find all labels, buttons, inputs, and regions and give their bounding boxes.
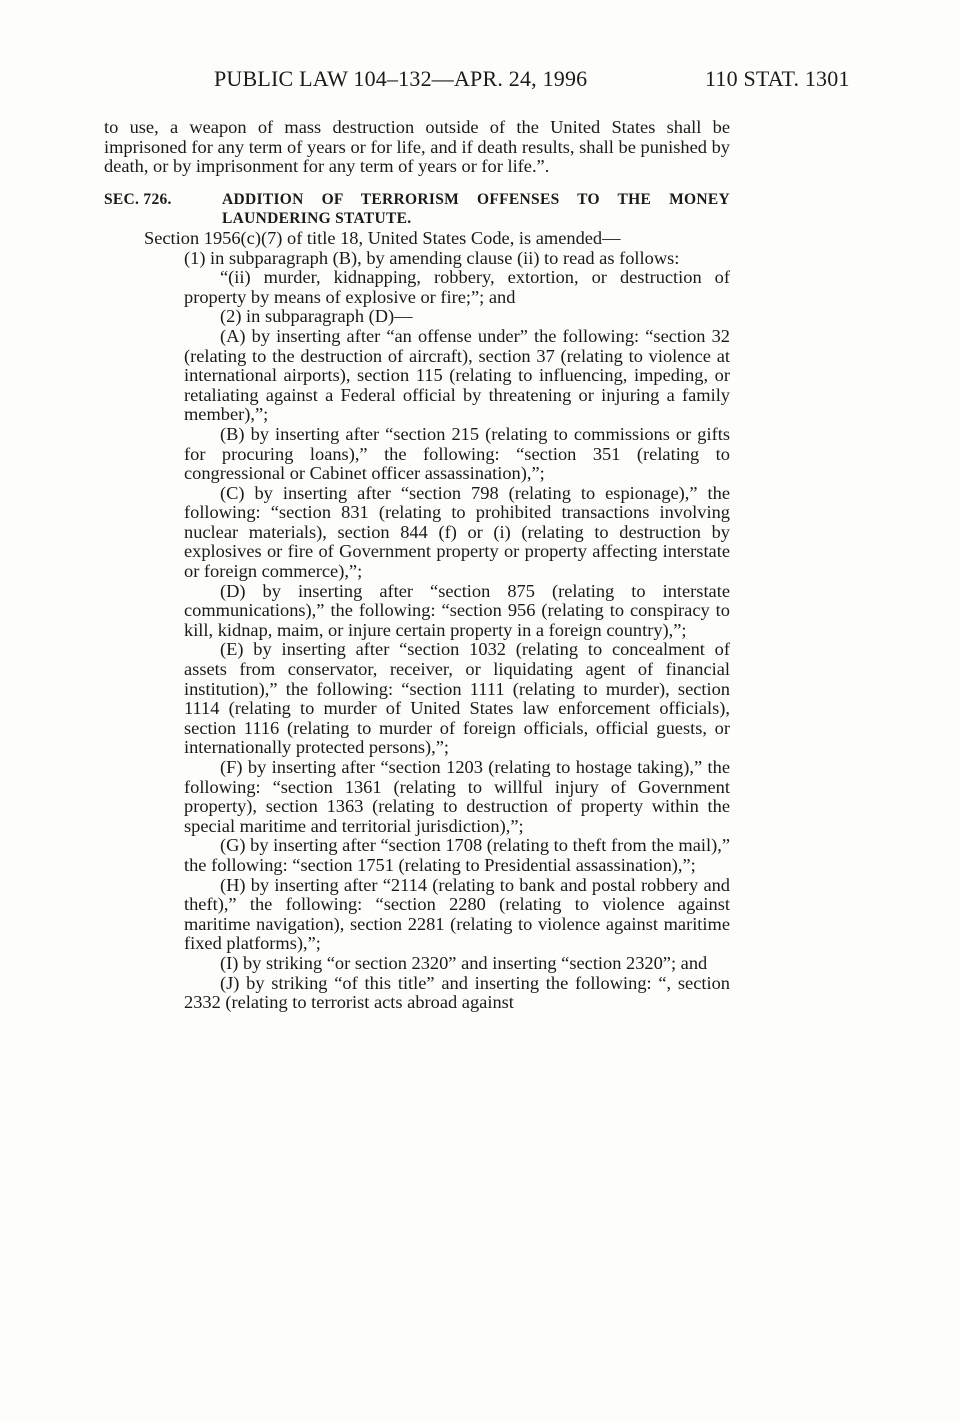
subparagraph-c: (C) by inserting after “section 798 (relating to espionage),” the following: “section 831 (relating to prohibited transactions involving nuclear materials), section 844 (f) or (i) (relating to destruction by explosives or fire of Government property or property affecting interstate or foreign commerce),”; <box>184 482 730 582</box>
subparagraph-f: (F) by inserting after “section 1203 (relating to hostage taking),” the following: “section 1361 (relating to willful injury of Government property), section 1363 (relating to destruction of property within the special maritime and territorial jurisdiction),”; <box>184 757 730 836</box>
subparagraph-i: (I) by striking “or section 2320” and inserting “section 2320”; and <box>220 952 708 973</box>
subparagraph-d: (D) by inserting after “section 875 (relating to interstate communications),” the following: “section 956 (relating to conspiracy to kill, kidnap, maim, or injure certain property in a foreign country),”; <box>184 580 730 640</box>
continuation-paragraph: to use, a weapon of mass destruction outside of the United States shall be imprisoned for any term of years or for life, and if death results, shall be punished by death, or by imprisonment for any term of years or for life.”. <box>104 117 730 177</box>
subparagraph-a: (A) by inserting after “an offense under” the following: “section 32 (relating to the destruction of aircraft), section 37 (relating to violence at international airports), section 115 (relating to influencing, impeding, or retaliating against a Federal official by threatening or injuring a family member),”; <box>184 325 730 425</box>
subparagraph-b: (B) by inserting after “section 215 (relating to commissions or gifts for procuring loans),” the following: “section 351 (relating to congressional or Cabinet officer assassination),”; <box>184 423 730 484</box>
subparagraph-g: (G) by inserting after “section 1708 (relating to theft from the mail),” the following: “section 1751 (relating to Presidential assassination),”; <box>184 835 730 875</box>
subparagraph-j: (J) by striking “of this title” and inserting the following: “, section 2332 (relating to terrorist acts abroad against <box>184 972 730 1013</box>
statute-page-number: 110 STAT. 1301 <box>705 66 850 91</box>
subparagraph-h: (H) by inserting after “2114 (relating to bank and postal robbery and theft),” the following: “section 2280 (relating to violence against maritime navigation), section 2281 (relating to violence against maritime fixed platforms),”; <box>184 874 730 954</box>
section-intro: Section 1956(c)(7) of title 18, United States Code, is amended— <box>144 227 621 248</box>
public-law-title: PUBLIC LAW 104–132—APR. 24, 1996 <box>214 66 588 91</box>
section-title: ADDITION OF TERRORISM OFFENSES TO THE MONEY LAUNDERING STATUTE. <box>222 190 730 228</box>
paragraph-1: (1) in subparagraph (B), by amending clause (ii) to read as follows: <box>184 247 680 268</box>
section-heading <box>104 190 730 229</box>
document-body <box>104 118 730 1013</box>
paragraph-2: (2) in subparagraph (D)— <box>220 306 413 327</box>
page-header <box>0 66 959 96</box>
section-number: SEC. 726. <box>104 190 172 208</box>
quoted-clause-ii: “(ii) murder, kidnapping, robbery, extortion, or destruction of property by means of explosive or fire;”; and <box>184 267 730 307</box>
subparagraph-e: (E) by inserting after “section 1032 (relating to concealment of assets from conservator, receiver, or liquidating agent of financial institution),” the following: “section 1111 (relating to murder), section 1114 (relating to murder of United States law enforcement officials), section 1116 (relating to murder of foreign officials, official guests, or internationally protected persons),”; <box>184 639 730 758</box>
